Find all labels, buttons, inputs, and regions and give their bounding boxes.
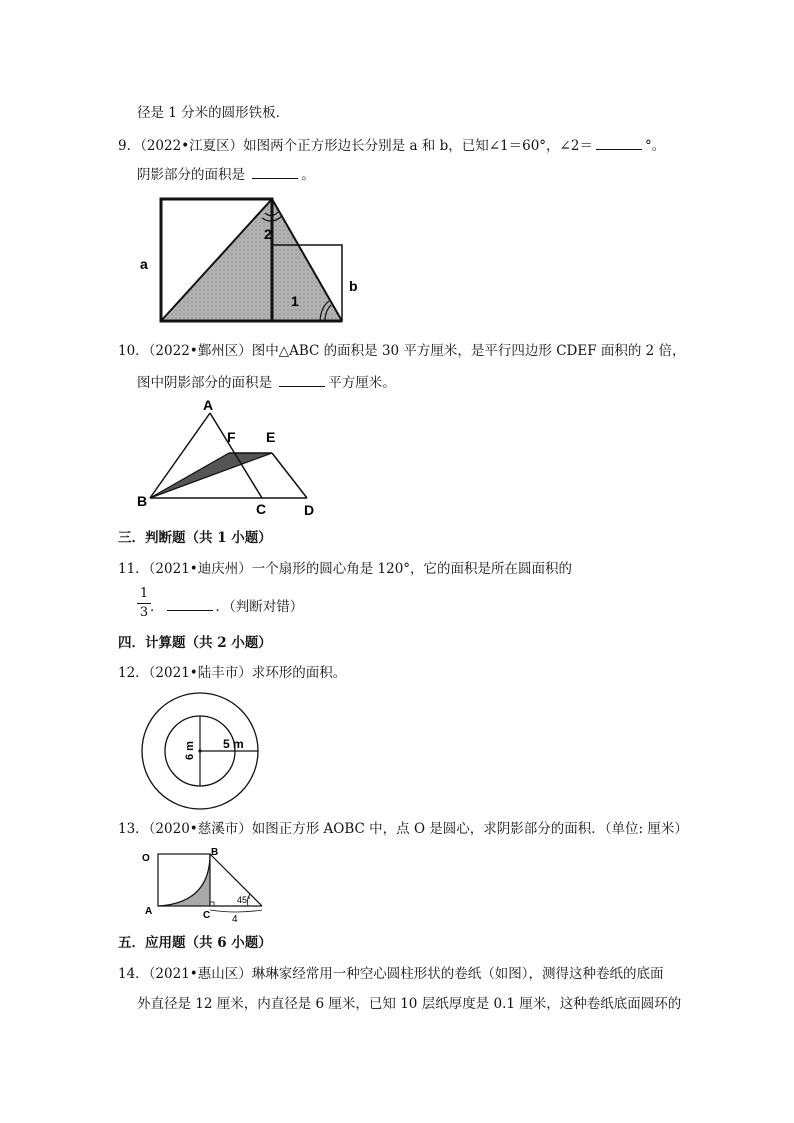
question-8-continuation: 径是 1 分米的圆形铁板． [137,105,290,121]
label-A: A [203,398,214,413]
annulus-figure [139,690,263,814]
question-14-line-1: 14．（2021•惠山区）琳琳家经常用一种空心圆柱形状的卷纸（如图），测得这种卷纸的底面 [118,966,664,982]
question-9-line-1 [118,135,665,155]
question-9-text-2: 阴影部分的面积是 [137,167,245,183]
question-10-line-2 [137,372,396,392]
question-11-line-1: 11．（2021•迪庆州）一个扇形的圆心角是 120°，它的面积是所在圆面积的 [118,561,573,577]
question-14-line-2: 外直径是 12 厘米，内直径是 6 厘米，已知 10 层纸厚度是 0.1 厘米，这种卷纸底面圆环的 [137,996,682,1012]
section-3-heading: 三．判断题（共 1 小题） [118,530,272,546]
label-inner-diameter: 6 m [184,741,196,760]
label-angle-1: 1 [291,293,299,309]
section-4-heading: 四．计算题（共 2 小题） [118,635,272,651]
question-9-text-end: °。 [644,138,666,154]
label-C: C [256,501,267,517]
question-9-line-2 [137,164,315,184]
question-13-text: 13．（2020•慈溪市）如图正方形 AOBC 中，点 O 是圆心，求阴影部分的面积．（单位: 厘米） [118,821,688,837]
label-B: B [211,847,219,858]
question-9-text: 9．（2022•江夏区）如图两个正方形边长分别是 a 和 b，已知∠1＝60°，∠2＝ [118,138,593,154]
label-A: A [145,906,153,917]
question-10-line-1: 10．（2022•鄞州区）图中△ABC 的面积是 30 平方厘米，是平行四边形 CDEF 面积的 2 倍， [118,343,686,359]
question-10-text-2-end: 平方厘米。 [328,375,396,391]
shaded-region [158,854,210,906]
label-C: C [203,910,211,921]
fraction-denominator: 3 [139,605,149,620]
label-F: F [227,429,236,445]
label-E: E [266,429,276,445]
label-O: O [142,853,150,864]
label-b: b [349,278,358,294]
question-11-judge-text: ．（判断对错） [215,599,304,615]
label-D: D [304,502,315,518]
square-sector-figure [138,846,268,926]
fraction-bar [137,603,151,604]
triangle-parallelogram-figure [132,398,332,520]
section-5-heading: 五．应用题（共 6 小题） [118,935,272,951]
label-outer-radius: 5 m [223,737,244,751]
label-a: a [140,256,148,272]
two-squares-figure [135,193,360,333]
answer-blank-judgement[interactable] [167,596,213,611]
question-9-text-2-end: 。 [301,167,315,183]
answer-blank-angle-2[interactable] [596,135,642,150]
answer-blank-shaded-area-9[interactable] [252,164,298,179]
question-12-text: 12．（2021•陆丰市）求环形的面积。 [118,665,347,681]
label-length-4: 4 [232,914,238,925]
shaded-triangle [161,199,342,321]
fraction-numerator: 1 [139,586,149,601]
question-11-line-2: ． ．（判断对错） [150,596,303,616]
label-angle-45: 45° [237,895,251,905]
label-angle-2: 2 [264,226,272,242]
label-B: B [137,493,148,509]
answer-blank-shaded-area-10[interactable] [279,372,325,387]
question-10-text-2: 图中阴影部分的面积是 [137,375,272,391]
